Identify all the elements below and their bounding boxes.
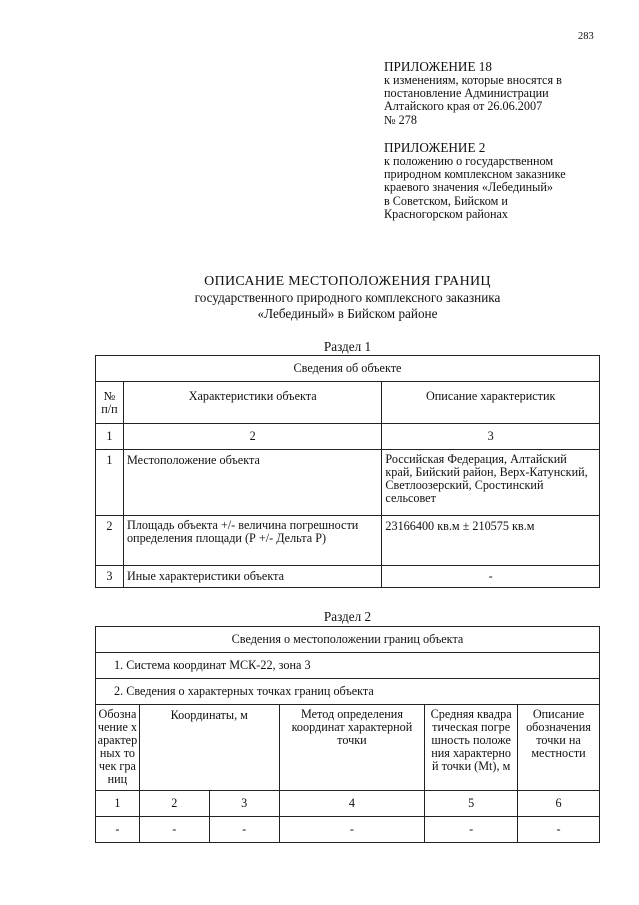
col-coords-header: Координаты, м <box>139 705 279 791</box>
data-cell: - <box>518 817 600 843</box>
col-char-header: Характеристики объекта <box>123 382 381 424</box>
index-cell: 3 <box>209 791 279 817</box>
col-method-header: Метод определения координат характерной точки <box>279 705 425 791</box>
annex-2-line: природном комплексном заказнике <box>384 167 566 182</box>
points-header: 2. Сведения о характерных точках границ объекта <box>96 679 600 705</box>
data-cell: - <box>96 817 140 843</box>
coord-system: 1. Система координат МСК-22, зона 3 <box>96 653 600 679</box>
row-desc: 23166400 кв.м ± 210575 кв.м <box>382 516 600 566</box>
col-desc-header: Описание характеристик <box>382 382 600 424</box>
section-2-label: Раздел 2 <box>323 609 372 624</box>
annex-2-block <box>384 141 566 221</box>
annex-18-title: ПРИЛОЖЕНИЕ 18 <box>384 59 492 74</box>
object-info-table <box>95 355 600 588</box>
table-row <box>96 817 600 843</box>
document-title <box>95 273 600 322</box>
page-number: 283 <box>578 31 594 42</box>
section-2-header: Сведения о местоположении границ объекта <box>96 627 600 653</box>
row-num: 1 <box>96 450 124 516</box>
row-num: 3 <box>96 566 124 588</box>
table-row <box>96 450 600 516</box>
boundary-table <box>95 626 600 843</box>
annex-18-line: Алтайского края от 26.06.2007 <box>384 99 543 114</box>
index-cell: 5 <box>425 791 518 817</box>
row-char: Площадь объекта +/- величина погрешности определения площади (Р +/- Дельта Р) <box>123 516 381 566</box>
data-cell: - <box>209 817 279 843</box>
annex-18-block <box>384 60 562 127</box>
table-row <box>96 516 600 566</box>
data-cell: - <box>425 817 518 843</box>
table-row <box>96 566 600 588</box>
annex-18-line: № 278 <box>384 112 417 127</box>
index-cell: 4 <box>279 791 425 817</box>
annex-2-line: краевого значения «Лебединый» <box>384 180 553 195</box>
col-error-header: Средняя квадратическая погрешность положения характерной точки (Mt), м <box>425 705 518 791</box>
annex-18-line: постановление Администрации <box>384 86 549 101</box>
title-main: ОПИСАНИЕ МЕСТОПОЛОЖЕНИЯ ГРАНИЦ <box>204 274 491 289</box>
annex-2-title: ПРИЛОЖЕНИЕ 2 <box>384 140 486 155</box>
col-marking-header: Описание обозначения точки на местности <box>518 705 600 791</box>
index-cell: 2 <box>123 424 381 450</box>
data-cell: - <box>139 817 209 843</box>
section-1-label: Раздел 1 <box>323 339 372 354</box>
annex-18-line: к изменениям, которые вносятся в <box>384 73 562 87</box>
annex-2-line: к положению о государственном <box>384 154 554 168</box>
data-cell: - <box>279 817 425 843</box>
title-sub-2: «Лебединый» в Бийском районе <box>257 306 438 321</box>
annex-2-line: в Советском, Бийском и <box>384 193 508 208</box>
index-cell: 3 <box>382 424 600 450</box>
row-char: Местоположение объекта <box>123 450 381 516</box>
row-char: Иные характеристики объекта <box>123 566 381 588</box>
index-cell: 1 <box>96 791 140 817</box>
index-cell: 1 <box>96 424 124 450</box>
row-desc: Российская Федерация, Алтайский край, Бийский район, Верх-Катунский, Светлоозерский, Сростинский сельсовет <box>382 450 600 516</box>
col-point-header: Обозначение характерных точек границ <box>96 705 140 791</box>
col-num-header: № п/п <box>96 382 124 424</box>
index-cell: 2 <box>139 791 209 817</box>
index-cell: 6 <box>518 791 600 817</box>
row-num: 2 <box>96 516 124 566</box>
annex-2-line: Красногорском районах <box>384 206 509 221</box>
row-desc: - <box>382 566 600 588</box>
title-sub-1: государственного природного комплексного заказника <box>194 290 501 305</box>
section-1-header: Сведения об объекте <box>96 356 600 382</box>
